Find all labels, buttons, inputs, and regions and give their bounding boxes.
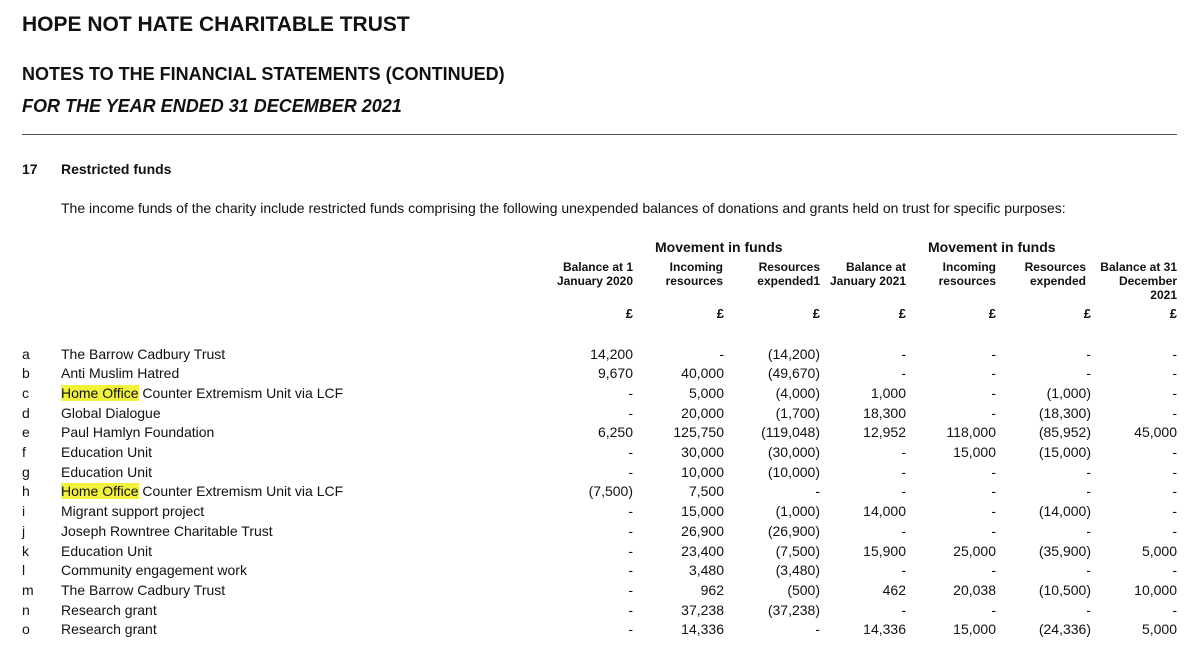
row-letter: o [22, 621, 30, 638]
group-header-2022: Movement in funds [928, 239, 1056, 255]
table-row [0, 561, 1198, 581]
organisation-title: HOPE NOT HATE CHARITABLE TRUST [22, 13, 410, 36]
fund-name [61, 502, 204, 522]
cell-value: (30,000) [767, 444, 820, 460]
cell-value: - [628, 581, 633, 598]
fund-name-text: Education Unit [61, 542, 153, 559]
cell-value: - [901, 601, 906, 618]
cell-value: (37,238) [767, 601, 820, 618]
fund-name [61, 423, 214, 443]
cell-value: - [628, 522, 633, 539]
col-header-balance-dec-2021: Balance at 31 December 2021 [1100, 260, 1177, 302]
cell-value: 30,000 [681, 444, 724, 460]
row-letter: e [22, 424, 30, 441]
fund-name-text: Education Unit [61, 444, 153, 460]
cell-value: - [1172, 463, 1177, 480]
cell-value: 1,000 [870, 384, 906, 401]
cell-value: - [1086, 601, 1091, 618]
col-header-incoming-2: Incoming resources [938, 260, 996, 288]
cell-value: 462 [882, 581, 906, 598]
row-letter: m [22, 581, 34, 598]
cell-value: (10,500) [1038, 581, 1091, 598]
col-header-balance-2020: Balance at 1 January 2020 [556, 260, 633, 288]
cell-value: - [1172, 404, 1177, 421]
note-number: 17 [22, 161, 38, 177]
fund-name-text: Anti Muslim Hatred [61, 365, 180, 382]
cell-value: - [815, 483, 820, 500]
cell-value: - [1172, 444, 1177, 460]
fund-name [61, 522, 273, 542]
fund-name [61, 463, 152, 483]
cell-value: 962 [700, 581, 724, 598]
cell-value: (500) [787, 581, 820, 598]
row-letter: c [22, 384, 29, 401]
fund-name-text: Counter Extremism Unit via LCF [138, 384, 344, 401]
fund-name-text: Global Dialogue [61, 404, 161, 421]
cell-value: (7,500) [775, 542, 820, 559]
cell-value: - [991, 463, 996, 480]
cell-value: (7,500) [588, 483, 633, 500]
cell-value: (119,048) [761, 424, 820, 441]
fund-name [61, 443, 152, 463]
cell-value: - [628, 503, 633, 520]
currency-symbol: £ [716, 306, 724, 321]
cell-value: 10,000 [1134, 581, 1177, 598]
row-letter: h [22, 483, 30, 500]
cell-value: (26,900) [767, 522, 820, 539]
row-letter: b [22, 365, 30, 382]
cell-value: 14,336 [863, 621, 906, 638]
table-row [0, 404, 1198, 424]
table-row [0, 482, 1198, 502]
row-letter: i [22, 503, 26, 520]
cell-value: (15,000) [1038, 444, 1091, 460]
cell-value: 6,250 [597, 424, 633, 441]
highlighted-text: Home Office [61, 483, 139, 500]
fund-name [61, 482, 343, 502]
cell-value: - [991, 562, 996, 579]
fund-name [61, 404, 161, 424]
cell-value: 15,000 [681, 503, 724, 520]
cell-value: - [991, 483, 996, 500]
fund-name-text: The Barrow Cadbury Trust [61, 581, 226, 598]
row-letter: k [22, 542, 29, 559]
cell-value: 23,400 [681, 542, 724, 559]
cell-value: 45,000 [1134, 424, 1177, 441]
cell-value: - [1172, 483, 1177, 500]
cell-value: 12,952 [863, 424, 906, 441]
cell-value: 9,670 [597, 365, 633, 382]
fund-name [61, 345, 225, 365]
cell-value: 10,000 [681, 463, 724, 480]
currency-symbol: £ [1083, 306, 1091, 321]
cell-value: 26,900 [681, 522, 724, 539]
row-letter: g [22, 463, 30, 480]
table-row [0, 423, 1198, 443]
fund-name-text: Migrant support project [61, 503, 205, 520]
currency-symbol: £ [1169, 306, 1177, 321]
table-row [0, 384, 1198, 404]
cell-value: (35,900) [1038, 542, 1091, 559]
cell-value: 15,000 [953, 444, 996, 460]
cell-value: - [1172, 522, 1177, 539]
cell-value: 14,336 [681, 621, 724, 638]
cell-value: - [1172, 345, 1177, 362]
cell-value: (18,300) [1038, 404, 1091, 421]
row-letter: a [22, 345, 30, 362]
table-row [0, 620, 1198, 640]
cell-value: - [1172, 384, 1177, 401]
cell-value: - [1172, 503, 1177, 520]
cell-value: 3,480 [688, 562, 724, 579]
currency-symbol: £ [988, 306, 996, 321]
fund-name [61, 542, 152, 562]
intro-paragraph: The income funds of the charity include restricted funds comprising the following unexpended balances of donations and grants held on trust for specific purposes: [61, 200, 1066, 216]
table-row [0, 364, 1198, 384]
cell-value: (4,000) [775, 384, 820, 401]
cell-value: - [1086, 562, 1091, 579]
cell-value: (10,000) [767, 463, 820, 480]
fund-name-text: Community engagement work [61, 562, 247, 579]
col-header-balance-2021: Balance at January 2021 [829, 260, 906, 288]
cell-value: - [628, 542, 633, 559]
cell-value: - [1172, 365, 1177, 382]
cell-value: 7,500 [688, 483, 724, 500]
cell-value: 20,000 [681, 404, 724, 421]
cell-value: - [719, 345, 724, 362]
cell-value: - [1172, 601, 1177, 618]
cell-value: 40,000 [681, 365, 724, 382]
note-heading: Restricted funds [61, 161, 172, 177]
cell-value: - [901, 444, 906, 460]
group-header-2021: Movement in funds [655, 239, 783, 255]
table-row [0, 345, 1198, 365]
fund-name-text: Joseph Rowntree Charitable Trust [61, 522, 273, 539]
table-row [0, 542, 1198, 562]
highlighted-text: Home Office [61, 384, 139, 401]
row-letter: d [22, 404, 30, 421]
fund-name [61, 601, 157, 621]
table-row [0, 443, 1198, 463]
table-row [0, 601, 1198, 621]
cell-value: - [628, 384, 633, 401]
fund-name-text: Counter Extremism Unit via LCF [138, 483, 344, 500]
cell-value: 5,000 [1141, 542, 1177, 559]
cell-value: 20,038 [953, 581, 996, 598]
cell-value: - [991, 404, 996, 421]
cell-value: - [991, 345, 996, 362]
cell-value: - [991, 384, 996, 401]
col-header-incoming-1: Incoming resources [665, 260, 723, 288]
row-letter: l [22, 562, 26, 579]
row-letter: j [22, 522, 26, 539]
notes-title: NOTES TO THE FINANCIAL STATEMENTS (CONTINUED) [22, 64, 505, 84]
cell-value: - [901, 562, 906, 579]
fund-name-text: Paul Hamlyn Foundation [61, 424, 215, 441]
cell-value: (3,480) [775, 562, 820, 579]
cell-value: (24,336) [1038, 621, 1091, 638]
cell-value: - [1086, 345, 1091, 362]
cell-value: 5,000 [688, 384, 724, 401]
cell-value: - [991, 365, 996, 382]
period-subtitle: FOR THE YEAR ENDED 31 DECEMBER 2021 [22, 96, 402, 116]
cell-value: - [1086, 365, 1091, 382]
cell-value: 14,000 [863, 503, 906, 520]
table-row [0, 522, 1198, 542]
cell-value: - [628, 404, 633, 421]
cell-value: - [1086, 463, 1091, 480]
cell-value: - [1086, 522, 1091, 539]
cell-value: 125,750 [673, 424, 724, 441]
fund-name [61, 364, 179, 384]
cell-value: - [628, 562, 633, 579]
fund-name-text: Education Unit [61, 463, 153, 480]
cell-value: 14,200 [590, 345, 633, 362]
cell-value: 118,000 [946, 424, 996, 441]
fund-name-text: Research grant [61, 601, 157, 618]
cell-value: - [991, 503, 996, 520]
fund-name-text: The Barrow Cadbury Trust [61, 345, 226, 362]
col-header-expended-2: Resources expended [1024, 260, 1086, 288]
cell-value: 15,000 [953, 621, 996, 638]
cell-value: - [991, 522, 996, 539]
cell-value: (14,200) [767, 345, 820, 362]
cell-value: (1,000) [775, 503, 820, 520]
cell-value: - [628, 601, 633, 618]
table-row [0, 502, 1198, 522]
table-row [0, 581, 1198, 601]
cell-value: - [628, 463, 633, 480]
currency-symbol: £ [625, 306, 633, 321]
cell-value: - [901, 345, 906, 362]
cell-value: 25,000 [953, 542, 996, 559]
fund-name [61, 384, 343, 404]
header-divider [22, 134, 1177, 135]
row-letter: n [22, 601, 30, 618]
cell-value: - [1086, 483, 1091, 500]
cell-value: 37,238 [681, 601, 724, 618]
cell-value: (85,952) [1038, 424, 1091, 441]
fund-name [61, 581, 225, 601]
fund-name-text: Research grant [61, 621, 157, 638]
cell-value: - [901, 522, 906, 539]
cell-value: 15,900 [863, 542, 906, 559]
cell-value: - [991, 601, 996, 618]
cell-value: - [901, 463, 906, 480]
cell-value: 5,000 [1141, 621, 1177, 638]
fund-name [61, 620, 157, 640]
cell-value: 18,300 [863, 404, 906, 421]
cell-value: - [901, 483, 906, 500]
cell-value: - [901, 365, 906, 382]
currency-symbol: £ [812, 306, 820, 321]
cell-value: (1,700) [775, 404, 820, 421]
cell-value: - [628, 621, 633, 638]
cell-value: - [1172, 562, 1177, 579]
cell-value: (14,000) [1038, 503, 1091, 520]
fund-name [61, 561, 247, 581]
cell-value: (1,000) [1046, 384, 1091, 401]
table-row [0, 463, 1198, 483]
cell-value: - [815, 621, 820, 638]
cell-value: (49,670) [767, 365, 820, 382]
row-letter: f [22, 444, 26, 460]
currency-symbol: £ [898, 306, 906, 321]
col-header-expended-1: Resources expended1 [757, 260, 820, 288]
cell-value: - [628, 444, 633, 460]
